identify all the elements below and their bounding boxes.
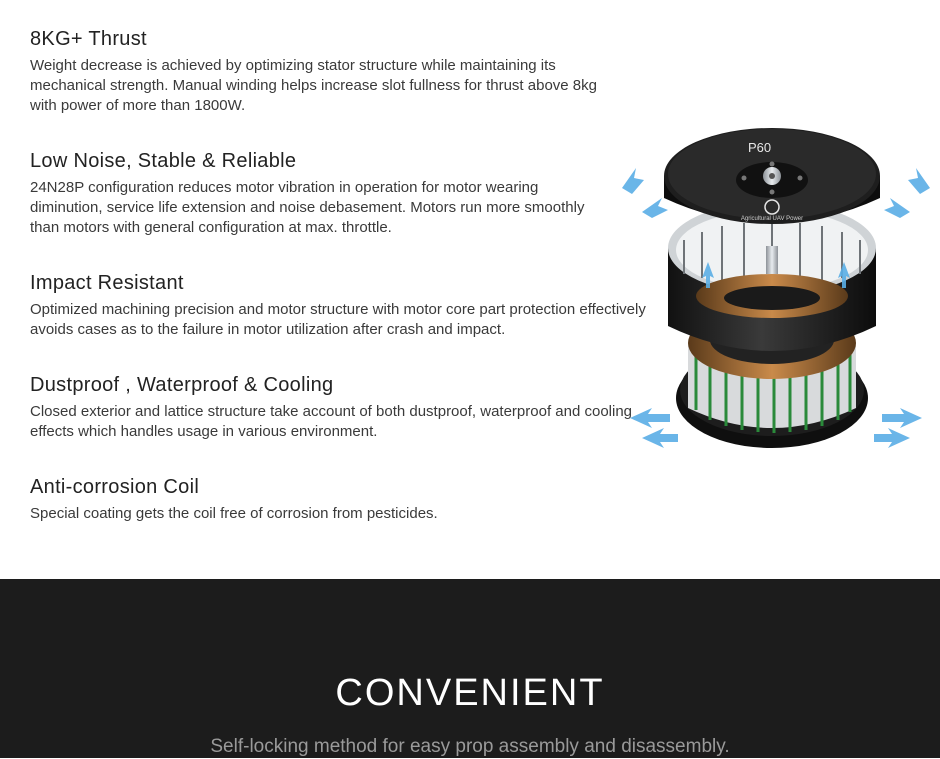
feature-thrust [30,26,615,116]
top-cap [664,128,880,224]
arrow-icon [882,408,922,428]
arrow-icon [630,408,670,428]
feature-description: Special coating gets the coil free of corrosion from pesticides. [30,505,438,522]
arrow-icon [642,198,668,218]
feature-title: Impact Resistant [30,272,184,294]
feature-description: Closed exterior and lattice structure take account of both dustproof, waterproof and cooling effects which handles usage in various environment. [30,403,633,440]
model-label: P60 [748,140,772,155]
convenient-section [0,579,940,758]
brand-text: Agricultural UAV Power [740,216,804,222]
arrow-icon [884,198,910,218]
feature-description: 24N28P configuration reduces motor vibration in operation for motor wearing diminution, service life extension and noise debasement. Motors run more smoothly than motors with general configuration at max. throttle. [30,179,585,236]
section-subtitle: Self-locking method for easy prop assembly and disassembly. [210,736,730,757]
motor-exploded-image [612,128,940,464]
feature-dustproof [30,372,650,442]
feature-title: 8KG+ Thrust [30,28,147,50]
arrow-icon [622,168,644,194]
feature-description: Weight decrease is achieved by optimizing stator structure while maintaining its mechanical strength. Manual winding helps increase slot fullness for thrust above 8kg with power of more than 1800W. [30,57,597,114]
feature-title: Anti-corrosion Coil [30,476,200,498]
feature-anti-corrosion [30,474,438,524]
section-title: CONVENIENT [335,672,605,714]
arrow-icon [908,168,930,194]
arrow-icon [874,428,910,448]
feature-impact-resistant [30,270,650,340]
arrow-icon [642,428,678,448]
feature-title: Dustproof , Waterproof & Cooling [30,374,334,396]
feature-description: Optimized machining precision and motor structure with motor core part protection effectively avoids cases as to the failure in motor utilization after crash and impact. [30,301,646,338]
feature-title: Low Noise, Stable & Reliable [30,150,297,172]
feature-low-noise [30,148,615,238]
